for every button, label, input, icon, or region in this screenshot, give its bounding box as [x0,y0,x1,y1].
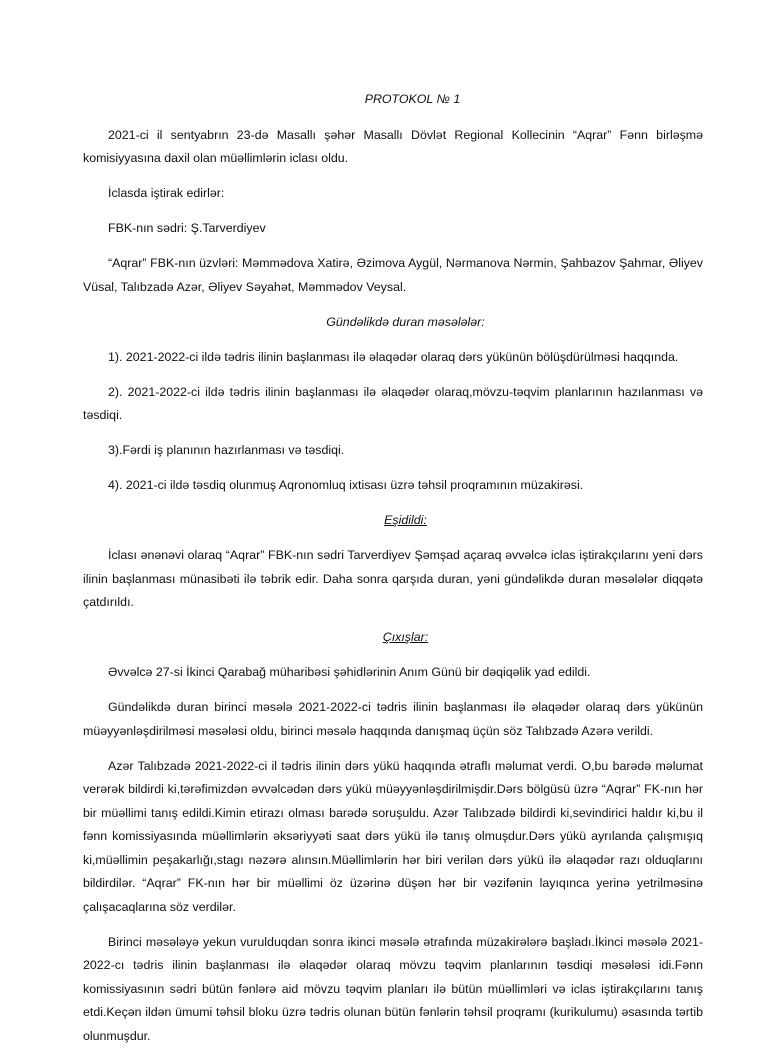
heard-paragraph: İclası ənənəvi olaraq “Aqrar” FBK-nın sədri Tarverdiyev Şəmşad açaraq əvvəlcə iclas iştirakçılarını yeni dərs ilinin başlanması münasibəti ilə təbrik edir. Daha sonra qarşıda duran, yəni gündəlikdə duran məsələlər diqqətə çatdırıldı. [83,548,703,609]
agenda-item-2: 2). 2021-2022-ci ildə tədris ilinin başlanması ilə əlaqədər olaraq,mövzu-təqvim planlarının hazılanması və təsdiqi. [83,384,703,422]
speech-paragraph-3: Azər Talıbzadə 2021-2022-ci il tədris ilinin dərs yükü haqqında ətraflı məlumat verdi. O,bu barədə məlumat verərək bildirdi ki,tərəfimizdən əvvəlcədən dərs yükü müəyyənləşdirilmişdir.Dərs bölgüsü üzrə “Aqrar” FK-nın hər bir müəllimi tanış edildi.Kimin etirazı olması barədə soruşuldu. Azər Talıbzadə bildirdi ki,sevindirici haldır ki,bu il fənn komissiyasında müəllimlərin əksəriyyəti saat dərs yükü ilə tanış olmuşdur.Dərs yükü ayrılanda çalışmışıq ki,müəllimin peşakarlığı,stagı nəzərə alınsın.Müəllimlərin hər biri verilən dərs yükü ilə əlaqədər razı olduqlarını bildirdilər. “Aqrar” FK-nın hər bir müəllimi öz üzərinə düşən hər bir vəzifənin layıqınca yerinə yetrilməsinə çalışacaqlarına söz verdilər. [83,758,703,914]
chairman-line: FBK-nın sədri: Ş.Tarverdiyev [108,221,266,235]
speeches-heading: Çıxışlar: [382,630,429,644]
speech-paragraph-1: Əvvəlcə 27-si İkinci Qarabağ müharibəsi şəhidlərinin Anım Günü bir dəqiqəlik yad edildi. [108,665,591,679]
document-body [83,88,703,1060]
speech-paragraph-4: Birinci məsələyə yekun vurulduqdan sonra ikinci məsələ ətrafında müzakirələrə başladı.İkinci məsələ 2021-2022-cı tədris ilinin başlanması ilə əlaqədər olaraq mövzu təqvim planlarının təsdiqi məsələsi idi.Fənn komissiyasının sədri bütün fənlərə aid mövzu təqvim planları ilə bütün müəllimləri və iclas iştirakçılarını tanış etdi.Keçən ildən ümumi təhsil bloku üzrə tədris olunan bütün fənlərin təhsil proqramı (kurikulumu) əsasında tərtib olunmuşdur. [83,934,703,1043]
heard-heading: Eşidildi: [384,513,427,527]
participants-label: İclasda iştirak edirlər: [108,186,225,200]
document-title: PROTOKOL № 1 [364,92,461,106]
agenda-heading: Gündəlikdə duran məsələlər: [326,314,485,329]
agenda-item-1: 1). 2021-2022-ci ildə tədris ilinin başlanması ilə əlaqədər olaraq dərs yükünün bölüşdürülməsi haqqında. [108,349,679,364]
agenda-item-3: 3).Fərdi iş planının hazırlanması və təsdiqi. [108,443,345,457]
agenda-item-4: 4). 2021-ci ildə təsdiq olunmuş Aqronomluq ixtisası üzrə təhsil proqramının müzakirəsi. [108,478,584,492]
members-paragraph: “Aqrar” FBK-nın üzvləri: Məmmədova Xatirə, Əzimova Aygül, Nərmanova Nərmin, Şahbazov Şahmar, Əliyev Vüsal, Talıbzadə Azər, Əliyev Səyahət, Məmmədov Veysal. [83,256,703,294]
speech-paragraph-2: Gündəlikdə duran birinci məsələ 2021-2022-ci tədris ilinin başlanması ilə əlaqədər olaraq dərs yükünün müəyyənləşdirilməsi məsələsi oldu, birinci məsələ haqqında danışmaq üçün söz Talıbzadə Azərə verildi. [83,700,703,738]
intro-paragraph: 2021-ci il sentyabrın 23-də Masallı şəhər Masallı Dövlət Regional Kollecinin “Aqrar” Fənn birləşmə komisiyyasına daxil olan müəllimlərin iclası oldu. [83,127,703,165]
